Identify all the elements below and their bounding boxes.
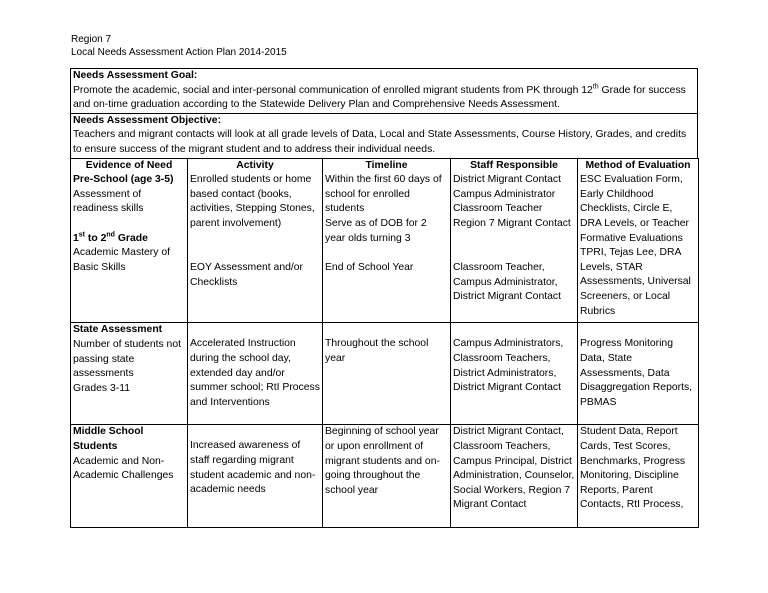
objective-text: Teachers and migrant contacts will look at all grade levels of Data, Local and State Assessments, Course History, Grades, and credits to ensure success of the migrant student and to address their individual needs.	[73, 129, 687, 155]
staff-cell	[451, 173, 578, 323]
table-row	[71, 173, 699, 323]
activity-text: Accelerated Instruction during the school day, extended day and/or summer school; RtI Process and Interventions	[190, 338, 320, 408]
timeline-cell	[323, 323, 451, 425]
objective-heading: Needs Assessment Objective:	[73, 114, 222, 126]
timeline-cell	[323, 425, 451, 528]
column-header: Method of Evaluation	[578, 158, 699, 173]
page-header	[71, 33, 287, 59]
staff-text: Campus Administrators, Classroom Teachers, District Administrators, District Migrant Contact	[453, 338, 564, 394]
goal-text-part2: Grade for success and on-time graduation according to the Statewide Delivery Plan and Comprehensive Needs Assessment.	[73, 84, 686, 111]
activity-text: Enrolled students or home based contact (books, activities, Stepping Stones, parent involvement)	[190, 174, 315, 229]
header-plan-title: Local Needs Assessment Action Plan 2014-2015	[71, 47, 287, 58]
evidence-cell	[71, 323, 188, 425]
action-plan-table	[70, 158, 699, 529]
evaluation-text: Student Data, Report Cards, Test Scores, Benchmarks, Progress Monitoring, Discipline Reports, Parent Contacts, RtI Process,	[580, 426, 686, 511]
evidence-text: Academic Mastery of Basic Skills	[73, 247, 171, 273]
evidence-cell	[71, 173, 188, 323]
evidence-text: Assessment of readiness skills	[73, 188, 144, 215]
action-plan-document	[70, 68, 698, 528]
evidence-title: Middle School Students	[73, 426, 144, 452]
staff-text: District Migrant Contact Campus Administrator Classroom Teacher Region 7 Migrant Contact	[453, 174, 571, 229]
goal-sup: th	[592, 83, 599, 91]
grade-part: Grade	[114, 232, 148, 244]
grade-sup: st	[78, 231, 86, 239]
activity-text: EOY Assessment and/or Checklists	[190, 262, 304, 288]
objective-section	[70, 113, 698, 158]
goal-text-part1: Promote the academic, social and inter-personal communication of enrolled migrant students from PK through 12	[73, 84, 593, 96]
staff-text: Classroom Teacher, Campus Administrator, District Migrant Contact	[453, 262, 561, 303]
evidence-title-grades	[73, 232, 185, 247]
evidence-text: Academic and Non-Academic Challenges	[73, 455, 174, 482]
column-header: Activity	[188, 158, 323, 173]
evaluation-cell	[578, 425, 699, 528]
evidence-title: Pre-School (age 3-5)	[73, 174, 174, 186]
goal-heading: Needs Assessment Goal:	[73, 70, 198, 81]
activity-cell	[188, 425, 323, 528]
evaluation-text: ESC Evaluation Form, Early Childhood Checklists, Circle E, DRA Levels, or Teacher Formative Evaluations TPRI, Tejas Lee, DRA Levels, STAR Assessments, Universal Screeners, or Local Rubrics	[580, 174, 691, 317]
activity-text: Increased awareness of staff regarding migrant student academic and non-academic needs	[190, 440, 316, 496]
column-header: Timeline	[323, 158, 451, 173]
grade-part: to 2	[85, 232, 107, 244]
timeline-text: Throughout the school year	[325, 338, 429, 364]
grade-sup: nd	[106, 231, 115, 239]
table-header-row	[71, 158, 699, 173]
evaluation-cell	[578, 323, 699, 425]
table-row	[71, 425, 699, 528]
evidence-text: Number of students not passing state assessments Grades 3-11	[73, 338, 182, 394]
header-region: Region 7	[71, 34, 112, 45]
table-row	[71, 323, 699, 425]
staff-cell	[451, 323, 578, 425]
timeline-text: Beginning of school year or upon enrollment of migrant students and on-going throughout the school year	[325, 426, 440, 496]
column-header: Evidence of Need	[71, 158, 188, 173]
activity-cell	[188, 173, 323, 323]
timeline-cell	[323, 173, 451, 323]
activity-cell	[188, 323, 323, 425]
evaluation-text: Progress Monitoring Data, State Assessments, Data Disaggregation Reports, PBMAS	[580, 338, 693, 408]
grade-part: 1	[73, 232, 79, 244]
goal-section	[70, 68, 698, 113]
evidence-cell	[71, 425, 188, 528]
goal-text	[73, 84, 695, 113]
staff-text: District Migrant Contact, Classroom Teachers, Campus Principal, District Administration, Counselor, Social Workers, Region 7 Migrant Contact	[453, 426, 575, 511]
timeline-text: Within the first 60 days of school for enrolled students Serve as of DOB for 2 year olds turning 3	[325, 174, 442, 244]
evidence-title: State Assessment	[73, 324, 163, 336]
evaluation-cell	[578, 173, 699, 323]
column-header: Staff Responsible	[451, 158, 578, 173]
timeline-text: End of School Year	[325, 262, 414, 274]
staff-cell	[451, 425, 578, 528]
